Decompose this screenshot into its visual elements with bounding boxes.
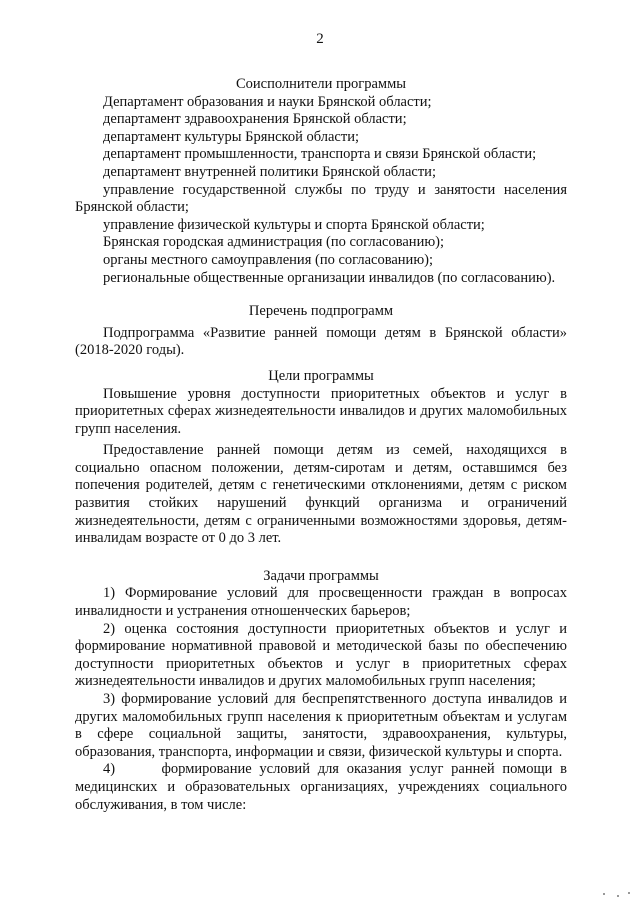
scan-artifact (628, 892, 630, 894)
goals-section (75, 368, 567, 548)
scan-artifact (603, 893, 605, 895)
tasks-section (75, 567, 571, 814)
page-number: 2 (316, 31, 324, 47)
coexecutor-item: региональные общественные организации инвалидов (по согласованию). (103, 269, 556, 286)
coexecutors-section (75, 76, 567, 287)
task-paragraph: 3) формирование условий для беспрепятственного доступа инвалидов и других маломобильных групп населения к приоритетным объектам и услугам в сфере социальной защиты, занятости, здравоохранения, культуры, образования, транспорта, информации и связи, физической культуры и спорта. (75, 691, 567, 760)
coexecutor-item: управление физической культуры и спорта Брянской области; (103, 216, 485, 233)
goals-title: Цели программы (268, 367, 374, 384)
coexecutor-item: органы местного самоуправления (по согласованию); (103, 251, 434, 268)
coexecutor-item: департамент промышленности, транспорта и связи Брянской области; (103, 146, 537, 163)
coexecutors-title: Соисполнители программы (235, 76, 407, 92)
subprograms-section (75, 303, 567, 360)
coexecutor-item: департамент внутренней политики Брянской области; (103, 163, 436, 180)
task-paragraph: 2) оценка состояния доступности приоритетных объектов и услуг и формирование нормативной правовой и методической базы по обеспечению доступности приоритетных объектов и услуг в приоритетных сферах жизнедеятельности инвалидов и других маломобильных групп населения; (75, 620, 567, 690)
coexecutor-item: департамент культуры Брянской области; (103, 128, 359, 145)
coexecutor-item: Департамент образования и науки Брянской области; (103, 93, 432, 110)
document-body (75, 76, 571, 814)
subprograms-title: Перечень подпрограмм (248, 303, 394, 320)
task-paragraph: 1) Формирование условий для просвещенности граждан в вопросах инвалидности и устранения отношенческих барьеров; (75, 585, 567, 620)
scan-artifact (617, 895, 619, 897)
coexecutor-item: департамент здравоохранения Брянской области; (103, 111, 407, 128)
coexecutor-item: Брянская городская администрация (по согласованию); (103, 234, 445, 251)
subprograms-text: Подпрограмма «Развитие ранней помощи детям в Брянской области» (2018-2020 годы). (75, 324, 567, 359)
task-paragraph: 4) формирование условий для оказания услуг ранней помощи в медицинских и образовательных организациях, учреждениях социального обслуживания, в том числе: (75, 761, 571, 813)
goal-paragraph: Повышение уровня доступности приоритетных объектов и услуг в приоритетных сферах жизнедеятельности инвалидов и других маломобильных групп населения. (75, 385, 567, 437)
coexecutor-item: управление государственной службы по труду и занятости населения Брянской области; (75, 181, 567, 216)
goal-paragraph: Предоставление ранней помощи детям из семей, находящихся в социально опасном положении, детям-сиротам и детям, оставшимся без попечения родителей, детям с генетическими отклонениями, детям с риском развития стойких нарушений функций организма и ограничений жизнедеятельности, детям с ограниченными возможностями здоровья, детям-инвалидам возрасте от 0 до 3 лет. (75, 442, 567, 547)
tasks-title: Задачи программы (263, 567, 379, 584)
